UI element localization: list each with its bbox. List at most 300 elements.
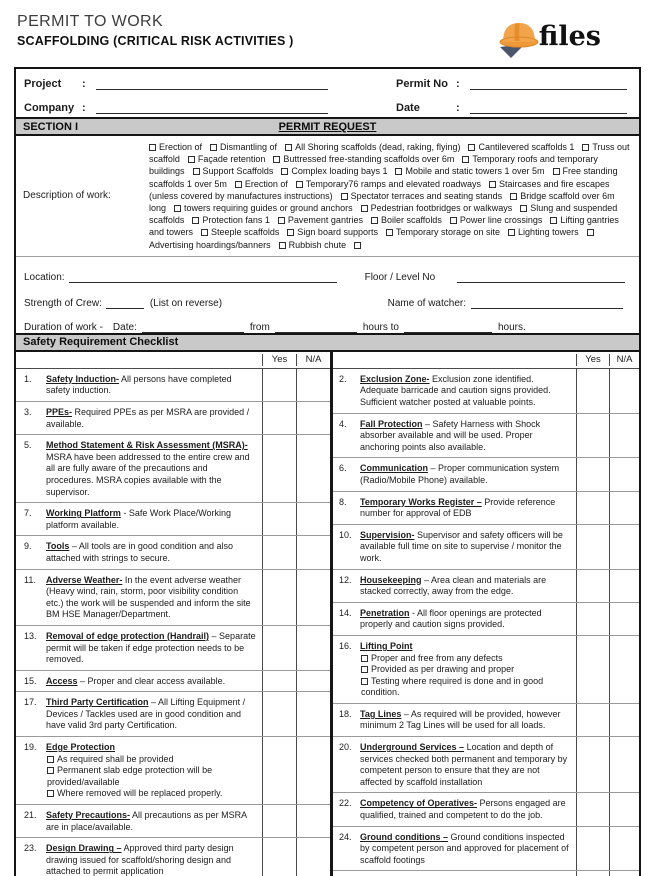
na-checkbox-cell[interactable] xyxy=(296,536,330,568)
duration-date-input-line[interactable] xyxy=(142,321,244,333)
location-input-line[interactable] xyxy=(69,271,337,283)
item-description: Provide reference number for approval of EDB xyxy=(360,496,556,519)
work-type-option xyxy=(192,215,270,225)
project-permit-row xyxy=(16,69,639,93)
na-checkbox-cell[interactable] xyxy=(296,737,330,804)
yes-checkbox-cell[interactable] xyxy=(262,805,296,837)
yes-checkbox-cell[interactable] xyxy=(576,603,609,635)
yes-checkbox-cell[interactable] xyxy=(576,737,609,792)
date-input-line[interactable] xyxy=(470,101,627,114)
duration-from-label: from xyxy=(249,321,270,333)
date-label: Date xyxy=(396,102,420,114)
safety-checklist-title: Safety Requirement Checklist xyxy=(23,336,179,349)
work-type-option-label: Power line crossings xyxy=(459,215,543,226)
work-type-option xyxy=(210,142,277,152)
checkbox-icon[interactable] xyxy=(281,168,288,175)
checkbox-icon[interactable] xyxy=(273,156,280,163)
na-checkbox-cell[interactable] xyxy=(296,369,330,401)
item-description: Supervisor and safety officers will be available full time on site to supervise / monitor the work. xyxy=(360,529,563,563)
yes-checkbox-cell[interactable] xyxy=(262,503,296,535)
description-items xyxy=(149,136,639,256)
logo-wordmark: files xyxy=(538,20,601,52)
item-description: Exclusion zone identified. Adequate barricade and caution signs provided. Sufficient watcher posted at valuable points. xyxy=(360,373,551,408)
yes-checkbox-cell[interactable] xyxy=(262,671,296,692)
checklist-row xyxy=(16,369,330,402)
crew-row xyxy=(16,283,639,309)
checklist-row xyxy=(333,827,639,872)
checklist-right-table xyxy=(333,352,639,876)
item-description: Required PPEs as per MSRA are provided / available. xyxy=(46,407,250,429)
item-description: Ground conditions inspected by competent person and approved for placement of scaffold footings xyxy=(360,831,569,865)
item-description: In the event adverse weather (Heavy wind, rain, storm, poor visibility condition etc.) the work will be suspended and inform the site BM HSE Manager/Department. xyxy=(46,574,251,620)
work-type-option xyxy=(508,227,579,237)
work-type-option-label: Lighting towers xyxy=(518,227,579,238)
item-sub-option-label: Proper and free from any defects xyxy=(371,652,503,663)
checkbox-icon[interactable] xyxy=(508,229,515,236)
checklist-row xyxy=(333,414,639,459)
company-colon: : xyxy=(82,102,86,114)
yes-checkbox-cell[interactable] xyxy=(576,492,609,524)
page-subtitle: SCAFFOLDING (CRITICAL RISK ACTIVITIES ) xyxy=(17,34,294,48)
item-text-cell xyxy=(46,692,262,736)
company-field xyxy=(24,101,396,114)
yes-checkbox-cell[interactable] xyxy=(262,369,296,401)
yes-checkbox-cell[interactable] xyxy=(576,570,609,602)
work-type-option xyxy=(395,166,544,176)
item-title: Third Party Certification xyxy=(46,697,149,708)
item-title: Working Platform xyxy=(46,508,121,519)
item-number: 4. xyxy=(339,418,347,429)
checkbox-icon[interactable] xyxy=(587,229,594,236)
item-description: MSRA have been addressed to the entire crew and all are fully aware of the precautions and procedures. MSRA copies available with the supervisor. xyxy=(46,451,250,497)
item-title: Method Statement & Risk Assessment (MSRA)- xyxy=(46,440,248,451)
item-number: 12. xyxy=(339,574,352,585)
item-title: Adverse Weather- xyxy=(46,574,123,585)
item-number: 10. xyxy=(339,529,352,540)
item-title: Safety Induction- xyxy=(46,373,120,384)
checkbox-icon[interactable] xyxy=(361,205,368,212)
item-text-cell xyxy=(360,369,576,413)
na-checkbox-cell[interactable] xyxy=(609,603,639,635)
location-row xyxy=(16,257,639,283)
na-checkbox-cell[interactable] xyxy=(609,414,639,458)
item-sub-option xyxy=(360,664,571,676)
checkbox-icon[interactable] xyxy=(47,790,54,797)
work-type-option xyxy=(193,166,274,176)
company-logo xyxy=(494,14,601,58)
na-checkbox-cell[interactable] xyxy=(296,838,330,876)
work-type-option-label: Support Scaffolds xyxy=(202,166,274,177)
item-title: Penetration xyxy=(360,607,410,618)
permit-no-input-line[interactable] xyxy=(470,77,627,90)
work-type-option xyxy=(296,179,481,189)
yes-column-header: Yes xyxy=(576,354,609,366)
item-number: 22. xyxy=(339,798,352,809)
checklist-row xyxy=(16,402,330,435)
work-type-option xyxy=(285,142,460,152)
checkbox-icon[interactable] xyxy=(287,229,294,236)
checkbox-icon[interactable] xyxy=(341,193,348,200)
work-type-option xyxy=(235,179,288,189)
checkbox-icon[interactable] xyxy=(47,767,54,774)
item-number: 11. xyxy=(24,574,36,585)
item-title: Exclusion Zone- xyxy=(360,373,430,384)
item-title: Removal of edge protection (Handrail) xyxy=(46,630,210,641)
crew-strength-input-line[interactable] xyxy=(106,297,144,309)
item-description: - All floor openings are protected properly and caution signs provided. xyxy=(360,607,542,630)
item-description: Location and depth of services checked both permanent and temporary by competent person to ensure that they are not affected by scaffold installation xyxy=(360,742,568,787)
yes-checkbox-cell[interactable] xyxy=(576,704,609,736)
checkbox-icon[interactable] xyxy=(520,205,527,212)
checkbox-icon[interactable] xyxy=(285,144,292,151)
item-text-cell xyxy=(360,737,576,792)
checklist-row xyxy=(333,737,639,793)
item-number: 13. xyxy=(24,630,37,641)
checklist-row xyxy=(333,525,639,570)
yes-checkbox-cell[interactable] xyxy=(262,570,296,625)
item-description: Approved third party design drawing issued for scaffold/shoring design and attached to permit application xyxy=(46,843,234,876)
work-type-option-label: Spectator terraces and seating stands xyxy=(350,190,503,201)
item-title: Access xyxy=(46,675,78,686)
item-description: – Separate permit will be taken if edge protection needs to be removed. xyxy=(46,630,256,665)
duration-hours-to-label: hours to xyxy=(362,321,399,333)
item-number: 14. xyxy=(339,607,352,618)
na-checkbox-cell[interactable] xyxy=(609,827,639,871)
work-type-option-label: Dismantling of xyxy=(220,142,278,152)
item-sub-option-label: Where removed will be replaced properly. xyxy=(57,788,223,799)
item-title: Ground conditions – xyxy=(360,831,448,842)
work-type-option-label: Pavement gantries xyxy=(287,215,363,226)
na-checkbox-cell[interactable] xyxy=(296,402,330,434)
project-input-line[interactable] xyxy=(96,77,328,90)
item-title: Tag Lines xyxy=(360,708,402,719)
checklist-row xyxy=(16,626,330,671)
item-title: Underground Services – xyxy=(360,742,465,753)
yes-checkbox-cell[interactable] xyxy=(262,435,296,502)
checklist-tables xyxy=(16,352,639,876)
item-number: 2. xyxy=(339,373,347,384)
duration-to-input-line[interactable] xyxy=(404,321,492,333)
item-number: 3. xyxy=(24,407,32,418)
item-text-cell xyxy=(46,626,262,670)
item-number: 1. xyxy=(24,373,32,384)
checkbox-icon[interactable] xyxy=(188,156,195,163)
na-checkbox-cell[interactable] xyxy=(609,871,639,876)
item-title: Tools xyxy=(46,541,70,552)
watcher-input-line[interactable] xyxy=(471,297,623,309)
checkbox-icon[interactable] xyxy=(279,242,286,249)
yes-checkbox-cell[interactable] xyxy=(576,414,609,458)
checklist-row xyxy=(16,503,330,536)
na-checkbox-cell[interactable] xyxy=(609,458,639,490)
item-title: Lifting Point xyxy=(360,640,413,651)
project-colon: : xyxy=(82,78,86,90)
duration-label: Duration of work - xyxy=(24,321,103,333)
na-checkbox-cell[interactable] xyxy=(296,570,330,625)
yes-checkbox-cell[interactable] xyxy=(262,536,296,568)
checkbox-icon[interactable] xyxy=(354,242,361,249)
checkbox-icon[interactable] xyxy=(395,168,402,175)
checklist-row xyxy=(16,435,330,503)
item-sub-option-label: Provided as per drawing and proper xyxy=(371,664,515,675)
item-description: Persons engaged are qualified, trained and competent to do the job. xyxy=(360,798,566,821)
na-checkbox-cell[interactable] xyxy=(609,793,639,825)
work-type-option-label: Temporary roofs and temporary buildings xyxy=(149,154,598,177)
permit-no-colon: : xyxy=(456,78,460,90)
checkbox-icon[interactable] xyxy=(450,217,457,224)
checklist-row xyxy=(333,793,639,826)
na-checkbox-cell[interactable] xyxy=(296,503,330,535)
item-text-cell xyxy=(360,525,576,569)
floor-level-input-line[interactable] xyxy=(457,271,625,283)
duration-date-label: Date: xyxy=(112,321,137,333)
work-type-option xyxy=(468,142,574,152)
work-type-option xyxy=(450,215,543,225)
checkbox-icon[interactable] xyxy=(149,144,156,151)
project-label: Project xyxy=(24,78,62,90)
na-column-header: N/A xyxy=(609,354,639,366)
work-type-option-label: Lifting gantries and towers xyxy=(149,215,619,238)
work-type-option-label: Temporary storage on site xyxy=(395,227,501,238)
checklist-row xyxy=(16,805,330,838)
item-title: Edge Protection xyxy=(46,742,116,753)
checkbox-icon[interactable] xyxy=(296,181,303,188)
na-column-header: N/A xyxy=(296,354,330,366)
yes-checkbox-cell[interactable] xyxy=(576,525,609,569)
yes-checkbox-cell[interactable] xyxy=(576,458,609,490)
item-description: – Proper communication system (Radio/Mobile Phone) available. xyxy=(360,463,560,485)
item-text-cell xyxy=(46,435,262,502)
yes-checkbox-cell[interactable] xyxy=(262,737,296,804)
yes-checkbox-cell[interactable] xyxy=(262,626,296,670)
work-type-option-label: Truss out scaffold xyxy=(149,142,630,165)
item-text-cell xyxy=(360,704,576,736)
checkbox-icon[interactable] xyxy=(192,217,199,224)
work-type-option-label: Steeple scaffolds xyxy=(211,227,280,238)
item-description: – As required will be provided, however minimum 2 Tag Lines will be used for all loads. xyxy=(360,708,561,731)
na-checkbox-cell[interactable] xyxy=(609,525,639,569)
checklist-row xyxy=(16,536,330,569)
na-checkbox-cell[interactable] xyxy=(609,492,639,524)
item-title: Communication xyxy=(360,463,429,474)
work-type-option-label: Complex loading bays 1 xyxy=(291,166,388,177)
company-input-line[interactable] xyxy=(96,101,328,114)
permit-document-box xyxy=(14,67,641,876)
na-checkbox-cell[interactable] xyxy=(609,570,639,602)
item-title: Design Drawing – xyxy=(46,843,122,854)
item-text-cell xyxy=(46,838,262,876)
checkbox-icon[interactable] xyxy=(361,666,368,673)
checkbox-icon[interactable] xyxy=(235,181,242,188)
item-title: Temporary Works Register – xyxy=(360,496,482,507)
work-type-option-label: Erection of xyxy=(244,178,288,189)
checkbox-icon[interactable] xyxy=(550,217,557,224)
item-text-cell xyxy=(46,805,262,837)
item-number: 17. xyxy=(24,697,37,708)
floor-level-label: Floor / Level No xyxy=(364,271,436,283)
item-title: Safety Precautions- xyxy=(46,810,131,821)
safety-checklist-header-bar xyxy=(16,333,639,352)
item-text-cell xyxy=(46,402,262,434)
checkbox-icon[interactable] xyxy=(553,168,560,175)
checklist-row xyxy=(333,458,639,491)
location-label: Location: xyxy=(24,271,65,283)
title-block xyxy=(17,13,294,48)
item-number: 16. xyxy=(339,640,352,651)
strength-of-crew-label: Strength of Crew: xyxy=(24,297,102,309)
item-number: 5. xyxy=(24,440,32,451)
checkbox-icon[interactable] xyxy=(468,144,475,151)
work-type-option xyxy=(279,240,347,250)
checklist-row xyxy=(16,692,330,737)
work-type-option xyxy=(341,191,503,201)
item-sub-option xyxy=(46,754,257,766)
na-checkbox-cell[interactable] xyxy=(609,737,639,792)
na-checkbox-cell[interactable] xyxy=(296,626,330,670)
duration-hours-label: hours. xyxy=(497,321,526,333)
yes-checkbox-cell[interactable] xyxy=(262,692,296,736)
item-description: All persons have completed safety induction. xyxy=(46,373,232,396)
checkbox-icon[interactable] xyxy=(47,756,54,763)
work-type-option-label: All Shoring scaffolds (dead, raking, flying) xyxy=(295,142,461,152)
checkbox-icon[interactable] xyxy=(361,655,368,662)
work-type-option-label: Pedestrian footbridges or walkways xyxy=(370,203,513,214)
item-title: PPEs- xyxy=(46,407,73,418)
checklist-row xyxy=(16,570,330,626)
company-label: Company xyxy=(24,102,75,114)
item-text-cell xyxy=(46,536,262,568)
work-type-option-label: Bridge scaffold over 6m long xyxy=(149,190,615,214)
checkbox-icon[interactable] xyxy=(582,144,589,151)
item-title: Fall Protection xyxy=(360,418,423,429)
yes-checkbox-cell[interactable] xyxy=(576,871,609,876)
na-checkbox-cell[interactable] xyxy=(609,704,639,736)
section1-header-bar xyxy=(16,117,639,136)
item-text-cell xyxy=(46,570,262,625)
checkbox-icon[interactable] xyxy=(361,678,368,685)
item-description: – Safety Harness with Shock absorber available and will be used. Proper anchoring points also available. xyxy=(360,418,541,452)
yes-checkbox-cell[interactable] xyxy=(262,838,296,876)
permit-no-label: Permit No xyxy=(396,78,448,90)
yes-checkbox-cell[interactable] xyxy=(262,402,296,434)
item-sub-option xyxy=(360,676,571,699)
checkbox-icon[interactable] xyxy=(386,229,393,236)
item-text-cell xyxy=(360,793,576,825)
work-type-option xyxy=(361,203,513,213)
item-number: 23. xyxy=(24,843,37,854)
item-number: 19. xyxy=(24,742,37,753)
checklist-left-header xyxy=(16,352,330,369)
na-checkbox-cell[interactable] xyxy=(296,671,330,692)
yes-column-header: Yes xyxy=(262,354,296,366)
section1-title: PERMIT REQUEST xyxy=(278,120,377,133)
work-type-option-label: Mobile and static towers 1 over 5m xyxy=(405,166,545,177)
project-field xyxy=(24,77,396,90)
item-sub-option-label: As required shall be provided xyxy=(57,753,174,764)
item-text-cell xyxy=(360,458,576,490)
item-text-cell xyxy=(360,492,576,524)
item-number: 9. xyxy=(24,541,32,552)
item-description: – Proper and clear access available. xyxy=(80,675,226,686)
item-description: – All tools are in good condition and also attached with strings to secure. xyxy=(46,541,233,563)
item-title: Competency of Operatives- xyxy=(360,798,478,809)
work-type-option xyxy=(287,227,378,237)
checklist-row xyxy=(333,492,639,525)
work-type-option xyxy=(371,215,442,225)
item-sub-option xyxy=(46,765,257,788)
na-checkbox-cell[interactable] xyxy=(296,805,330,837)
item-text-cell xyxy=(360,827,576,871)
item-description: – All Lifting Equipment / Devices / Tackles used are in good condition and have valid 3rd party Certification. xyxy=(46,697,246,731)
item-sub-option xyxy=(360,653,571,665)
checkbox-icon[interactable] xyxy=(462,156,469,163)
checkbox-icon[interactable] xyxy=(489,181,496,188)
item-text-cell xyxy=(360,414,576,458)
description-of-work-row xyxy=(16,136,639,257)
checkbox-icon[interactable] xyxy=(174,205,181,212)
item-sub-option-label: Permanent slab edge protection will be provided/available xyxy=(47,765,213,787)
checklist-row xyxy=(333,704,639,737)
checklist-row xyxy=(333,603,639,636)
checklist-row xyxy=(333,636,639,704)
work-type-option xyxy=(188,154,266,164)
work-type-option-label: Temporary76 ramps and elevated roadways xyxy=(305,178,481,189)
document-header xyxy=(0,0,655,58)
work-type-option xyxy=(273,154,454,164)
na-checkbox-cell[interactable] xyxy=(609,369,639,413)
description-label: Description of work: xyxy=(23,190,111,202)
item-text-cell xyxy=(46,369,262,401)
checkbox-icon[interactable] xyxy=(510,193,517,200)
yes-checkbox-cell[interactable] xyxy=(576,636,609,703)
checkbox-icon[interactable] xyxy=(193,168,200,175)
duration-from-input-line[interactable] xyxy=(275,321,357,333)
item-number: 7. xyxy=(24,508,32,519)
yes-checkbox-cell[interactable] xyxy=(576,369,609,413)
work-type-option-label: Boiler scaffolds xyxy=(380,215,442,226)
checklist-row xyxy=(333,369,639,414)
checklist-row xyxy=(333,570,639,603)
item-text-cell xyxy=(360,603,576,635)
section1-label: SECTION I xyxy=(23,120,79,133)
checkbox-icon[interactable] xyxy=(210,144,217,151)
item-number: 20. xyxy=(339,742,352,753)
item-text-cell xyxy=(46,503,262,535)
work-type-option-label: Buttressed free-standing scaffolds over 6m xyxy=(283,154,455,165)
item-number: 6. xyxy=(339,463,347,474)
yes-checkbox-cell[interactable] xyxy=(576,827,609,871)
checkbox-icon[interactable] xyxy=(371,217,378,224)
checkbox-icon[interactable] xyxy=(201,229,208,236)
work-type-option-label: Free standing scaffolds 1 over 5m xyxy=(149,166,618,189)
item-title: Housekeeping xyxy=(360,574,422,585)
checkbox-icon[interactable] xyxy=(278,217,285,224)
page-title: PERMIT TO WORK xyxy=(17,13,164,30)
list-on-reverse-note: (List on reverse) xyxy=(149,297,223,309)
na-checkbox-cell[interactable] xyxy=(609,636,639,703)
name-of-watcher-label: Name of watcher: xyxy=(387,297,466,309)
item-description: – Area clean and materials are stacked correctly, away from the edge. xyxy=(360,574,547,597)
item-sub-option-label: Testing where required is done and in good condition. xyxy=(361,675,544,698)
yes-checkbox-cell[interactable] xyxy=(576,793,609,825)
work-type-option-label: Façade retention xyxy=(197,154,266,165)
na-checkbox-cell[interactable] xyxy=(296,692,330,736)
na-checkbox-cell[interactable] xyxy=(296,435,330,502)
item-text-cell xyxy=(46,737,262,804)
item-text-cell xyxy=(46,671,262,692)
work-type-option xyxy=(281,166,387,176)
duration-row xyxy=(16,309,639,333)
